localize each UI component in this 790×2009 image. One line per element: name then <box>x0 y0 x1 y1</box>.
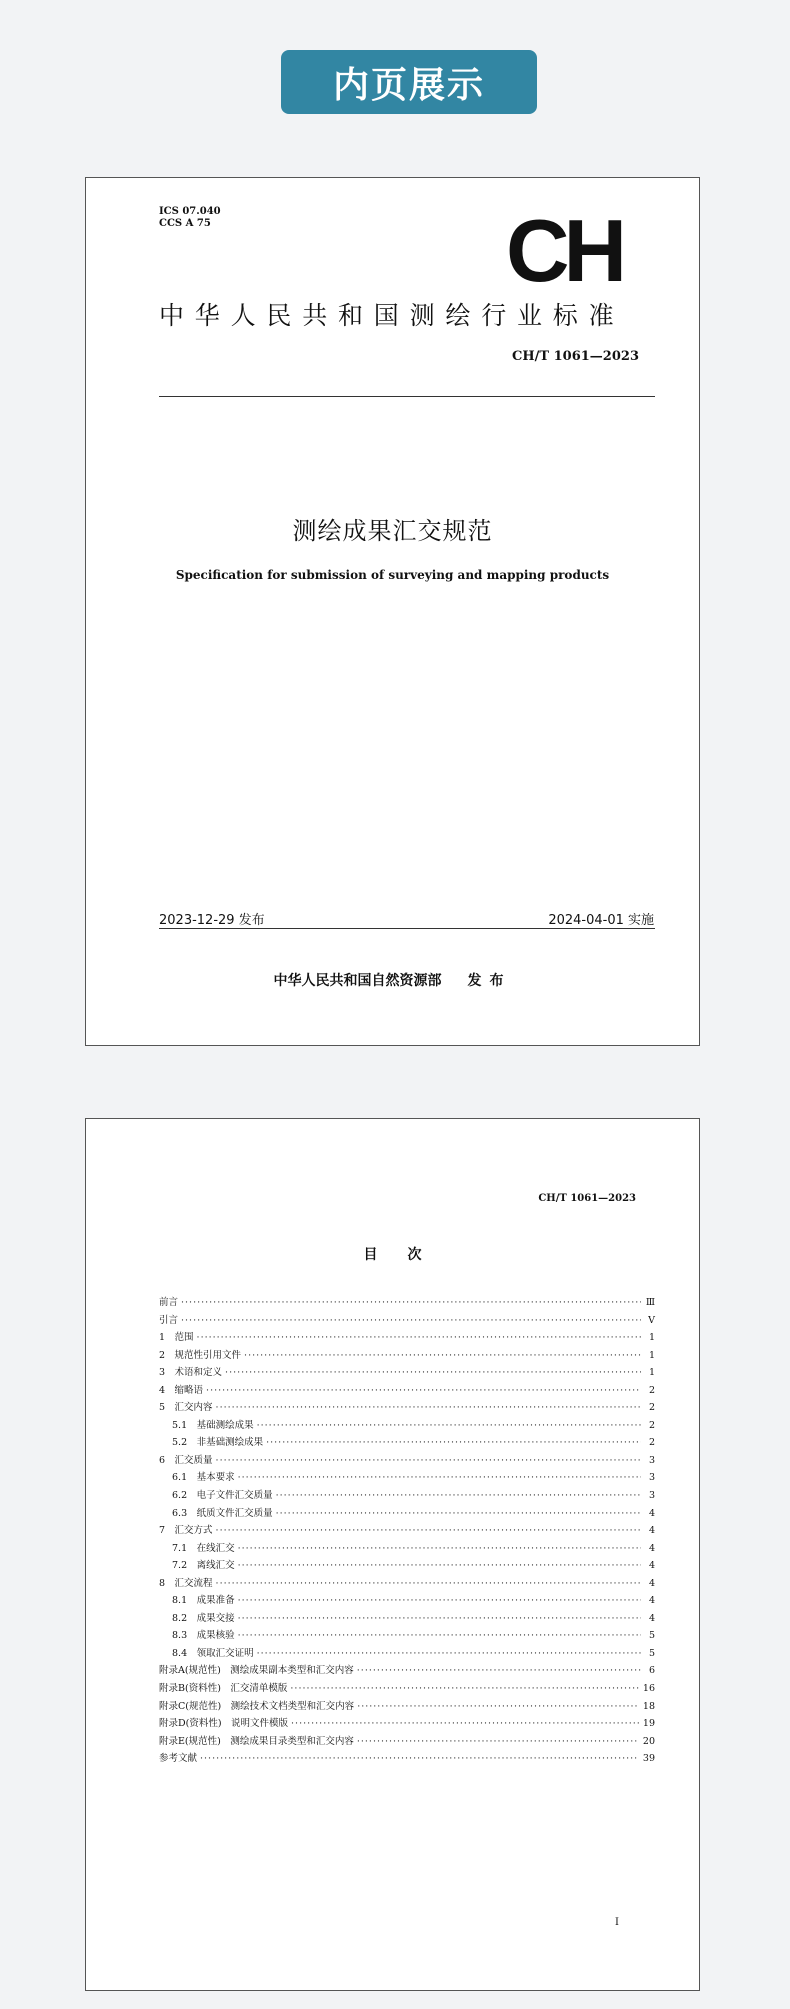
toc-entry-label: 5.1 基础测绘成果 <box>172 1419 254 1431</box>
toc-entry <box>159 1364 655 1382</box>
toc-entry-label: 前言 <box>159 1297 179 1308</box>
toc-entry <box>159 1627 655 1645</box>
toc-entry-label: 引言 <box>159 1314 179 1326</box>
toc-leader-dots <box>225 1364 641 1382</box>
toc-entry-page: 16 <box>642 1683 655 1695</box>
toc-entry <box>159 1347 655 1365</box>
toc-entry <box>159 1329 655 1347</box>
toc-leader-dots <box>216 1399 641 1417</box>
toc-entry <box>159 1733 655 1751</box>
toc-entry <box>159 1662 655 1680</box>
toc-entry <box>159 1540 655 1558</box>
toc-entry <box>159 1715 655 1733</box>
toc-leader-dots <box>357 1733 639 1751</box>
toc-leader-dots <box>291 1715 639 1733</box>
toc-leader-dots <box>200 1750 639 1768</box>
publisher-name: 中华人民共和国自然资源部 <box>273 973 442 989</box>
toc-entry-page: 2 <box>648 1402 655 1414</box>
toc-entry-label: 8.2 成果交接 <box>172 1612 235 1624</box>
toc-entry <box>159 1452 655 1470</box>
divider <box>159 928 655 929</box>
toc-leader-dots <box>216 1452 641 1470</box>
toc-leader-dots <box>244 1347 641 1365</box>
toc-entry-label: 参考文献 <box>159 1753 198 1765</box>
document-title-en: Specification for submission of surveying and mapping products <box>175 568 610 582</box>
toc-leader-dots <box>357 1662 641 1680</box>
toc-entry-page: 4 <box>648 1577 655 1589</box>
toc-entry-page: 20 <box>642 1735 655 1747</box>
toc-entry <box>159 1434 655 1452</box>
toc-entry-label: 2 规范性引用文件 <box>159 1349 242 1361</box>
toc-entry <box>159 1645 655 1663</box>
toc-entry-page: 2 <box>648 1419 655 1431</box>
toc-entry-label: 8.3 成果核验 <box>172 1630 235 1642</box>
toc-entry-page: 4 <box>648 1560 655 1572</box>
toc-entry-page: 5 <box>648 1647 655 1659</box>
toc-entry-page: Ⅴ <box>648 1314 655 1326</box>
toc-entry-page: 1 <box>648 1367 655 1379</box>
toc-leader-dots <box>266 1434 641 1452</box>
toc-entry-page: 18 <box>642 1700 655 1712</box>
toc-entry-label: 附录E(规范性) 测绘成果目录类型和汇交内容 <box>159 1735 354 1747</box>
standard-code: CH/T 1061—2023 <box>512 349 639 364</box>
toc-title: 目次 <box>363 1247 452 1263</box>
toc-entry-label: 7.2 离线汇交 <box>172 1560 235 1572</box>
toc-entry-label: 5.2 非基础测绘成果 <box>172 1437 264 1449</box>
toc-leader-dots <box>238 1610 641 1628</box>
toc-entry <box>159 1294 655 1312</box>
toc-leader-dots <box>216 1575 641 1593</box>
page-number: I <box>615 1917 619 1928</box>
standard-title: 中华人民共和国测绘行业标准 <box>159 301 625 330</box>
toc-entry <box>159 1557 655 1575</box>
toc-leader-dots <box>357 1698 639 1716</box>
ics-code: ICS 07.040 <box>159 206 221 217</box>
toc-leader-dots <box>238 1627 641 1645</box>
issue-date: 2023-12-29 发布 <box>159 913 265 928</box>
toc-entry-label: 7.1 在线汇交 <box>172 1542 235 1554</box>
toc-entry-label: 附录C(规范性) 测绘技术文档类型和汇交内容 <box>159 1700 355 1712</box>
toc-entry-page: 5 <box>648 1630 655 1642</box>
toc-entry-label: 8.1 成果准备 <box>172 1595 235 1607</box>
toc-leader-dots <box>238 1592 641 1610</box>
toc-entry <box>159 1505 655 1523</box>
toc-entry <box>159 1469 655 1487</box>
ccs-code: CCS A 75 <box>159 218 211 229</box>
toc-entry <box>159 1592 655 1610</box>
toc-entry-page: Ⅲ <box>645 1297 655 1308</box>
toc-entry <box>159 1610 655 1628</box>
toc-leader-dots <box>276 1487 641 1505</box>
cover-page <box>85 177 700 1046</box>
toc-entry-label: 5 汇交内容 <box>159 1402 213 1414</box>
toc-entry <box>159 1382 655 1400</box>
toc-entry <box>159 1399 655 1417</box>
toc-leader-dots <box>216 1522 641 1540</box>
toc-entry-page: 4 <box>648 1595 655 1607</box>
classification-codes <box>159 206 221 230</box>
toc-leader-dots <box>238 1557 641 1575</box>
toc-entry-label: 6.3 纸质文件汇交质量 <box>172 1507 273 1519</box>
divider <box>159 396 655 397</box>
toc-entry-page: 1 <box>648 1332 655 1344</box>
toc-entry-label: 1 范围 <box>159 1332 194 1344</box>
toc-entry-page: 19 <box>642 1718 655 1730</box>
toc-leader-dots <box>238 1469 641 1487</box>
ch-logo: CH <box>506 201 622 300</box>
toc-leader-dots <box>181 1294 641 1312</box>
toc-entry-label: 8.4 领取汇交证明 <box>172 1647 254 1659</box>
toc-entry-label: 附录B(资料性) 汇交清单模版 <box>159 1683 288 1695</box>
document-title-cn: 测绘成果汇交规范 <box>292 517 493 545</box>
toc-entry-page: 3 <box>648 1472 655 1484</box>
toc-entry-page: 6 <box>648 1665 655 1677</box>
toc-leader-dots <box>206 1382 641 1400</box>
toc-leader-dots <box>197 1329 641 1347</box>
toc-leader-dots <box>181 1312 641 1330</box>
toc-leader-dots <box>257 1645 641 1663</box>
toc-entry-label: 6 汇交质量 <box>159 1454 213 1466</box>
toc-entry <box>159 1312 655 1330</box>
toc-entry-page: 4 <box>648 1525 655 1537</box>
toc-entry <box>159 1680 655 1698</box>
toc-entry-page: 2 <box>648 1437 655 1449</box>
toc-entry-label: 4 缩略语 <box>159 1384 204 1396</box>
toc-entry <box>159 1698 655 1716</box>
toc-leader-dots <box>238 1540 641 1558</box>
toc-leader-dots <box>276 1505 641 1523</box>
standard-code: CH/T 1061—2023 <box>538 1193 636 1204</box>
toc-entry <box>159 1522 655 1540</box>
toc-entry <box>159 1487 655 1505</box>
toc-entry-label: 6.2 电子文件汇交质量 <box>172 1490 273 1502</box>
toc-leader-dots <box>290 1680 639 1698</box>
toc-leader-dots <box>257 1417 641 1435</box>
toc-entry-page: 39 <box>642 1753 655 1765</box>
toc-entry <box>159 1750 655 1768</box>
toc-entry <box>159 1417 655 1435</box>
toc-entry-label: 3 术语和定义 <box>159 1367 223 1379</box>
toc-entry-page: 4 <box>648 1542 655 1554</box>
toc-entry-page: 1 <box>648 1349 655 1361</box>
toc-entry-label: 8 汇交流程 <box>159 1577 213 1589</box>
publisher <box>86 970 699 990</box>
toc-entry-label: 6.1 基本要求 <box>172 1472 235 1484</box>
toc-entry-page: 2 <box>648 1384 655 1396</box>
toc-entry-label: 7 汇交方式 <box>159 1525 213 1537</box>
toc-entry-page: 3 <box>648 1454 655 1466</box>
toc-entry-label: 附录A(规范性) 测绘成果副本类型和汇交内容 <box>159 1665 354 1677</box>
section-banner: 内页展示 <box>281 50 537 114</box>
toc-page <box>85 1118 700 1991</box>
toc-entry-page: 4 <box>648 1507 655 1519</box>
toc-entry-page: 4 <box>648 1612 655 1624</box>
toc-entry <box>159 1575 655 1593</box>
toc-entry-label: 附录D(资料性) 说明文件模版 <box>159 1718 289 1730</box>
effective-date: 2024-04-01 实施 <box>548 913 654 928</box>
table-of-contents <box>159 1294 655 1768</box>
publish-action: 发布 <box>467 973 512 989</box>
toc-entry-page: 3 <box>648 1490 655 1502</box>
